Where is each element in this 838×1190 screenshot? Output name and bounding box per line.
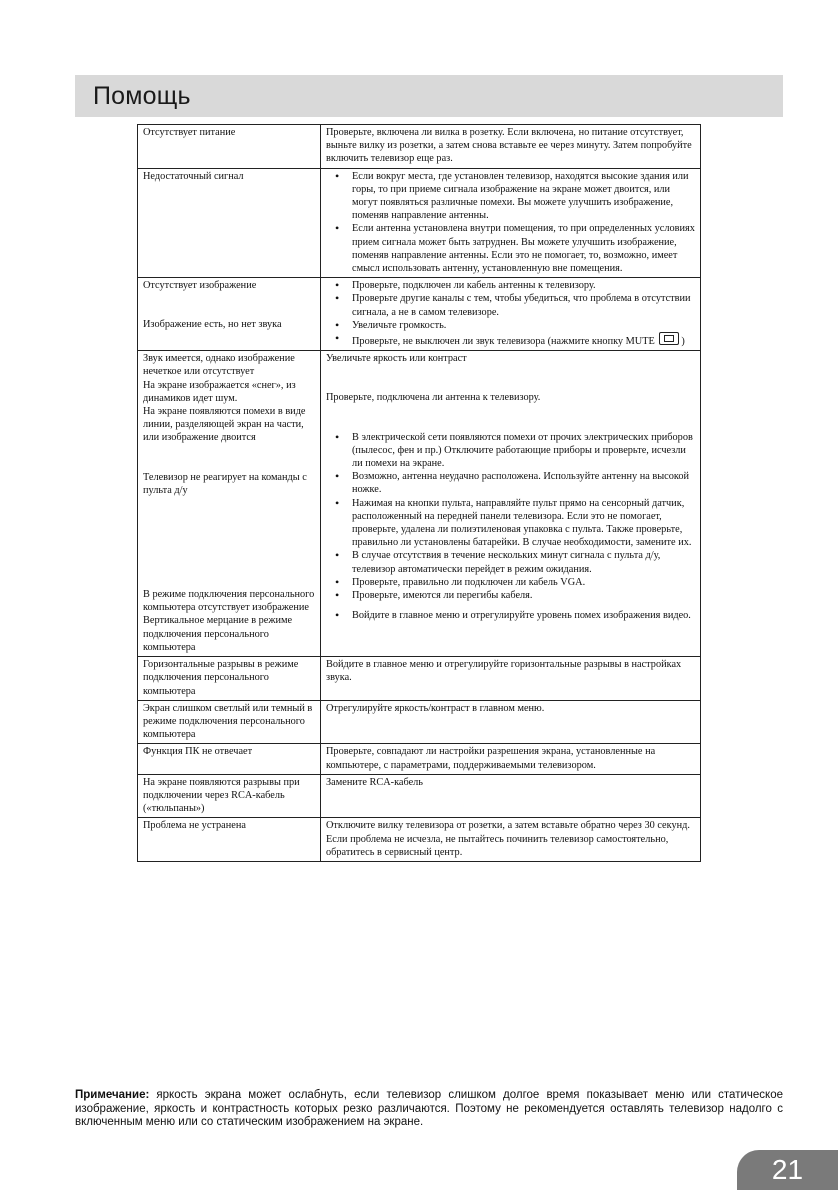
problem-text: На экране появляются помехи в виде линии, разделяющей экран на части, или изображение двоится: [143, 406, 306, 444]
problem-text: Звук имеется, однако изображение нечеткое или отсутствует: [143, 353, 295, 378]
solution-text: Проверьте, включена ли вилка в розетку. Если включена, но питание отсутствует, выньте вилку из розетки, а затем снова вставьте ее через минуту. Затем попробуйте включить телевизор еще раз.: [326, 127, 692, 165]
solution-cell: [321, 168, 701, 278]
problem-text: Горизонтальные разрывы в режиме подключения персонального компьютера: [143, 659, 299, 697]
solution-text: Замените RCA-кабель: [326, 776, 424, 788]
solution-cell: [321, 351, 701, 657]
problem-cell: [138, 125, 321, 169]
list-item: • Нажимая на кнопки пульта, направляйте пульт прямо на сенсорный датчик, расположенный на передней панели телевизора. Если это не помогает, проверьте, удалена ли полиэтиленовая упаковка с пульта. Также проверьте, правильно ли установлены батарейки. В случае необходимости, замените их.: [352, 497, 695, 550]
solution-cell: [321, 125, 701, 169]
table-row: [138, 774, 701, 818]
problem-text: Отсутствует питание: [143, 127, 236, 138]
page-title: Помощь: [93, 82, 191, 110]
mute-instruction-end: ): [681, 336, 685, 348]
list-item: • В случае отсутствия в течение нескольких минут сигнала с пульта д/у, телевизор автоматически перейдет в режим ожидания.: [352, 549, 695, 575]
solution-cell: [321, 700, 701, 744]
list-item: • В электрической сети появляются помехи от прочих электрических приборов (пылесос, фен и пр.) Отключите работающие приборы и проверьте, исчезли ли помехи на экране.: [352, 431, 695, 471]
page-number: 21: [771, 1154, 804, 1185]
table-row: [138, 278, 701, 351]
solution-text: Увеличьте яркость или контраст: [326, 353, 467, 365]
solution-cell: [321, 657, 701, 701]
solution-cell: [321, 744, 701, 774]
note-text: яркость экрана может ослабнуть, если телевизор слишком долгое время показывает меню или статическое изображение, яркость и контрастность которых резко различаются. Поэтому не рекомендуется оставлять телевизор надолго с включенным меню или со статическим изображением на экране.: [75, 1089, 783, 1128]
solution-text: Отрегулируйте яркость/контраст в главном меню.: [326, 702, 545, 714]
list-item: • Проверьте, правильно ли подключен ли кабель VGA.: [352, 576, 695, 589]
list-item: • Войдите в главное меню и отрегулируйте уровень помех изображения видео.: [352, 609, 695, 622]
list-item: • Проверьте, подключен ли кабель антенны к телевизору.: [352, 279, 695, 292]
problem-text: Проблема не устранена: [143, 820, 246, 832]
solution-list: [326, 431, 695, 603]
list-item: • Проверьте, имеются ли перегибы кабеля.: [352, 589, 695, 602]
section-header: [75, 75, 783, 117]
solution-cell: [321, 774, 701, 818]
problem-text: Недостаточный сигнал: [143, 170, 244, 182]
problem-text: Телевизор не реагирует на команды с пульта д/у: [143, 471, 307, 496]
problem-cell: [138, 168, 321, 278]
problem-cell: [138, 774, 321, 818]
table-row: [138, 168, 701, 278]
problem-text: Отсутствует изображение: [143, 280, 257, 292]
list-item: • Увеличьте громкость.: [352, 319, 695, 332]
solution-text: Отключите вилку телевизора от розетки, а затем вставьте обратно через 30 секунд. Если проблема не исчезла, не пытайтесь починить телевизор самостоятельно, обратитесь в сервисный центр.: [326, 820, 690, 858]
problem-cell: [138, 657, 321, 701]
problem-text: На экране появляются разрывы при подключении через RCA-кабель («тюльпаны»): [143, 776, 300, 815]
solution-text: Войдите в главное меню и отрегулируйте горизонтальные разрывы в настройках звука.: [326, 659, 682, 684]
table-row: [138, 744, 701, 774]
problem-cell: [138, 278, 321, 351]
page-number-tab: [737, 1150, 838, 1190]
solution-text: Проверьте, совпадают ли настройки разрешения экрана, установленные на компьютере, с параметрами, поддерживаемыми телевизором.: [326, 746, 656, 771]
table-row: [138, 700, 701, 744]
note-paragraph: [75, 1089, 783, 1130]
problem-text: Экран слишком светлый или темный в режиме подключения персонального компьютера: [143, 702, 313, 741]
table-row: [138, 125, 701, 169]
problem-text: Функция ПК не отвечает: [143, 746, 253, 758]
list-item: [352, 332, 695, 348]
list-item: • Если вокруг места, где установлен телевизор, находятся высокие здания или горы, то при приеме сигнала изображение на экране может двоится, или могут появляться различные помехи. Вы можете улучшить изображение, поменяв направление антенны.: [352, 170, 695, 223]
problem-text: Изображение есть, но нет звука: [143, 319, 282, 331]
mute-button-icon: [659, 332, 679, 345]
list-item: • Проверьте другие каналы с тем, чтобы убедиться, что проблема в отсутствии сигнала, а не в самом телевизоре.: [352, 292, 695, 318]
mute-instruction: Проверьте, не выключен ли звук телевизора (нажмите кнопку MUTE: [352, 336, 655, 348]
solution-cell: [321, 818, 701, 862]
solution-text: Проверьте, подключена ли антенна к телевизору.: [326, 392, 541, 404]
table-row: [138, 818, 701, 862]
problem-text: Вертикальное мерцание в режиме подключения персонального компьютера: [143, 615, 293, 653]
list-item: • Если антенна установлена внутри помещения, то при определенных условиях прием сигнала может быть затруднен. Вы можете улучшить изображение, поменяв направление антенны. Если это не помогает, то, возможно, имеет смысл использовать антенну, установленную вне помещения.: [352, 222, 695, 275]
problem-cell: [138, 700, 321, 744]
solution-list: [326, 609, 695, 622]
problem-text: На экране изображается «снег», из динамиков идет шум.: [143, 379, 296, 404]
table-row: [138, 657, 701, 701]
solution-cell: [321, 278, 701, 351]
problem-cell: [138, 744, 321, 774]
table-row: [138, 351, 701, 657]
list-item: • Возможно, антенна неудачно расположена. Используйте антенну на высокой ножке.: [352, 470, 695, 496]
troubleshooting-table: [137, 124, 701, 862]
note-label: Примечание:: [75, 1089, 150, 1101]
solution-list: [326, 170, 695, 276]
problem-text: В режиме подключения персонального компьютера отсутствует изображение: [143, 589, 315, 614]
problem-cell: [138, 351, 321, 657]
problem-cell: [138, 818, 321, 862]
solution-list: [326, 279, 695, 348]
